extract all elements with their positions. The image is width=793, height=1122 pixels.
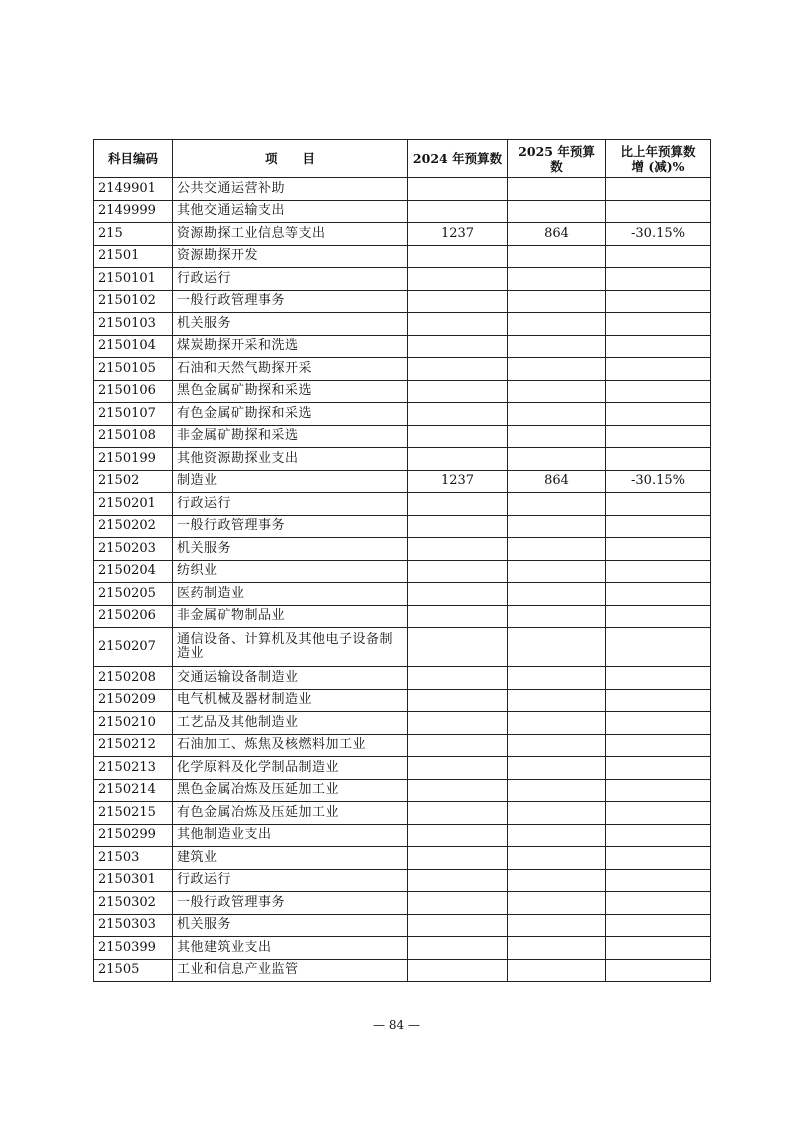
row-code: 2150208: [94, 667, 173, 690]
row-code: 2149999: [94, 200, 173, 223]
row-budget-2024: [408, 200, 508, 223]
row-budget-2024: [408, 403, 508, 426]
row-code: 2150105: [94, 358, 173, 381]
table-row: [94, 538, 711, 561]
table-row: [94, 824, 711, 847]
row-change: [606, 268, 711, 291]
table-row: [94, 448, 711, 471]
row-budget-2025: [508, 178, 606, 201]
row-change: [606, 493, 711, 516]
row-budget-2024: [408, 358, 508, 381]
table-row: [94, 757, 711, 780]
row-code: 2150399: [94, 937, 173, 960]
table-row: [94, 869, 711, 892]
row-budget-2024: [408, 448, 508, 471]
row-budget-2024: 1237: [408, 470, 508, 493]
row-budget-2025: [508, 869, 606, 892]
row-name: 一般行政管理事务: [173, 892, 408, 915]
row-name: 黑色金属冶炼及压延加工业: [173, 779, 408, 802]
table-row: [94, 470, 711, 493]
header-change-line1: 比上年预算数: [620, 143, 696, 159]
row-budget-2025: [508, 313, 606, 336]
row-change: [606, 802, 711, 825]
row-budget-2024: [408, 689, 508, 712]
row-name: 机关服务: [173, 313, 408, 336]
row-name: 其他交通运输支出: [173, 200, 408, 223]
row-budget-2024: [408, 583, 508, 606]
row-budget-2024: [408, 290, 508, 313]
row-budget-2025: 864: [508, 470, 606, 493]
row-budget-2024: [408, 560, 508, 583]
row-name: 资源勘探开发: [173, 245, 408, 268]
row-code: 2150206: [94, 605, 173, 628]
row-budget-2025: [508, 712, 606, 735]
table-row: [94, 667, 711, 690]
row-budget-2025: [508, 358, 606, 381]
row-name: 其他制造业支出: [173, 824, 408, 847]
row-change: [606, 515, 711, 538]
row-name: 建筑业: [173, 847, 408, 870]
row-budget-2025: [508, 779, 606, 802]
row-code: 2150104: [94, 335, 173, 358]
row-change: [606, 869, 711, 892]
table-row: [94, 583, 711, 606]
row-budget-2024: [408, 712, 508, 735]
row-name: 电气机械及器材制造业: [173, 689, 408, 712]
row-budget-2024: [408, 779, 508, 802]
row-name: 有色金属冶炼及压延加工业: [173, 802, 408, 825]
row-budget-2024: [408, 605, 508, 628]
row-budget-2024: [408, 869, 508, 892]
row-change: [606, 734, 711, 757]
row-code: 2150204: [94, 560, 173, 583]
row-budget-2024: [408, 380, 508, 403]
table-row: [94, 712, 711, 735]
row-code: 215: [94, 223, 173, 246]
row-budget-2025: [508, 515, 606, 538]
row-budget-2025: [508, 757, 606, 780]
row-code: 21503: [94, 847, 173, 870]
row-name: 工艺品及其他制造业: [173, 712, 408, 735]
row-name: 其他建筑业支出: [173, 937, 408, 960]
row-code: 21501: [94, 245, 173, 268]
table-row: [94, 515, 711, 538]
row-budget-2025: [508, 380, 606, 403]
row-code: 2150302: [94, 892, 173, 915]
row-budget-2025: [508, 583, 606, 606]
budget-table: [93, 139, 711, 982]
row-change: [606, 583, 711, 606]
row-budget-2024: [408, 538, 508, 561]
row-budget-2025: [508, 200, 606, 223]
row-change: [606, 380, 711, 403]
row-budget-2024: [408, 914, 508, 937]
row-name: 有色金属矿勘探和采选: [173, 403, 408, 426]
row-name: 纺织业: [173, 560, 408, 583]
page-number: — 84 —: [373, 1018, 420, 1032]
row-change: [606, 605, 711, 628]
table-row: [94, 605, 711, 628]
table-row: [94, 689, 711, 712]
row-change: [606, 937, 711, 960]
row-budget-2025: [508, 689, 606, 712]
row-budget-2025: [508, 493, 606, 516]
row-name: 机关服务: [173, 538, 408, 561]
table-row: [94, 223, 711, 246]
row-name: 行政运行: [173, 268, 408, 291]
row-code: 2149901: [94, 178, 173, 201]
row-change: [606, 689, 711, 712]
header-code: 科目编码: [94, 140, 173, 178]
row-code: 21502: [94, 470, 173, 493]
row-code: 2150201: [94, 493, 173, 516]
table-row: [94, 290, 711, 313]
row-budget-2025: [508, 667, 606, 690]
row-budget-2025: [508, 560, 606, 583]
row-budget-2024: [408, 757, 508, 780]
row-change: [606, 290, 711, 313]
header-budget-2024: 2024 年预算数: [408, 140, 508, 178]
row-change: [606, 425, 711, 448]
row-budget-2025: [508, 245, 606, 268]
table-row: [94, 560, 711, 583]
row-change: -30.15%: [606, 470, 711, 493]
row-name: 一般行政管理事务: [173, 515, 408, 538]
row-code: 2150107: [94, 403, 173, 426]
row-name: 制造业: [173, 470, 408, 493]
row-change: [606, 628, 711, 667]
row-change: [606, 245, 711, 268]
row-name: 通信设备、计算机及其他电子设备制造业: [173, 628, 408, 667]
row-code: 21505: [94, 959, 173, 982]
row-budget-2024: [408, 493, 508, 516]
table-row: [94, 268, 711, 291]
row-budget-2025: [508, 448, 606, 471]
row-name: 其他资源勘探业支出: [173, 448, 408, 471]
row-name: 非金属矿物制品业: [173, 605, 408, 628]
row-name: 一般行政管理事务: [173, 290, 408, 313]
row-change: [606, 914, 711, 937]
row-code: 2150214: [94, 779, 173, 802]
row-budget-2025: [508, 847, 606, 870]
row-budget-2025: [508, 959, 606, 982]
row-code: 2150303: [94, 914, 173, 937]
row-budget-2025: [508, 802, 606, 825]
row-name: 工业和信息产业监管: [173, 959, 408, 982]
row-budget-2024: [408, 892, 508, 915]
row-budget-2024: [408, 847, 508, 870]
row-budget-2025: [508, 914, 606, 937]
table-header-row: [94, 140, 711, 178]
row-budget-2024: [408, 667, 508, 690]
row-budget-2024: [408, 959, 508, 982]
table-row: [94, 847, 711, 870]
row-code: 2150210: [94, 712, 173, 735]
row-change: [606, 824, 711, 847]
row-budget-2024: [408, 335, 508, 358]
row-name: 机关服务: [173, 914, 408, 937]
row-change: [606, 757, 711, 780]
table-row: [94, 200, 711, 223]
row-budget-2025: [508, 538, 606, 561]
row-change: [606, 200, 711, 223]
row-budget-2025: [508, 605, 606, 628]
row-budget-2024: [408, 313, 508, 336]
row-name: 非金属矿勘探和采选: [173, 425, 408, 448]
row-change: [606, 892, 711, 915]
row-code: 2150103: [94, 313, 173, 336]
row-code: 2150102: [94, 290, 173, 313]
table-row: [94, 802, 711, 825]
row-budget-2024: [408, 515, 508, 538]
row-budget-2024: [408, 268, 508, 291]
row-change: [606, 313, 711, 336]
table-row: [94, 313, 711, 336]
table-row: [94, 380, 711, 403]
row-budget-2025: [508, 268, 606, 291]
row-code: 2150199: [94, 448, 173, 471]
row-code: 2150212: [94, 734, 173, 757]
header-budget-2025: 2025 年预算数: [508, 140, 606, 178]
row-name: 煤炭勘探开采和洗选: [173, 335, 408, 358]
row-budget-2024: [408, 628, 508, 667]
header-change: [606, 140, 711, 178]
row-budget-2025: [508, 335, 606, 358]
row-code: 2150106: [94, 380, 173, 403]
row-code: 2150205: [94, 583, 173, 606]
row-name: 石油加工、炼焦及核燃料加工业: [173, 734, 408, 757]
row-budget-2025: [508, 937, 606, 960]
row-budget-2025: [508, 892, 606, 915]
row-code: 2150299: [94, 824, 173, 847]
table-row: [94, 335, 711, 358]
row-budget-2025: [508, 403, 606, 426]
row-code: 2150108: [94, 425, 173, 448]
row-budget-2025: [508, 824, 606, 847]
row-budget-2024: [408, 734, 508, 757]
row-name: 行政运行: [173, 869, 408, 892]
row-budget-2024: [408, 937, 508, 960]
row-code: 2150203: [94, 538, 173, 561]
table-row: [94, 245, 711, 268]
table-row: [94, 358, 711, 381]
row-change: [606, 178, 711, 201]
row-budget-2024: [408, 802, 508, 825]
row-change: [606, 335, 711, 358]
row-change: [606, 847, 711, 870]
row-code: 2150301: [94, 869, 173, 892]
row-code: 2150213: [94, 757, 173, 780]
row-name: 医药制造业: [173, 583, 408, 606]
header-item: 项 目: [173, 140, 408, 178]
row-budget-2025: [508, 425, 606, 448]
table-row: [94, 937, 711, 960]
row-name: 交通运输设备制造业: [173, 667, 408, 690]
row-name: 石油和天然气勘探开采: [173, 358, 408, 381]
row-code: 2150101: [94, 268, 173, 291]
row-change: [606, 448, 711, 471]
row-change: -30.15%: [606, 223, 711, 246]
table-row: [94, 425, 711, 448]
table-row: [94, 892, 711, 915]
row-code: 2150202: [94, 515, 173, 538]
row-change: [606, 667, 711, 690]
row-budget-2025: [508, 290, 606, 313]
row-change: [606, 358, 711, 381]
header-change-line2: 增 (减)%: [631, 158, 685, 174]
table-row: [94, 493, 711, 516]
row-change: [606, 779, 711, 802]
table-row: [94, 779, 711, 802]
row-name: 化学原料及化学制品制造业: [173, 757, 408, 780]
table-row: [94, 628, 711, 667]
row-name: 公共交通运营补助: [173, 178, 408, 201]
table-row: [94, 403, 711, 426]
row-budget-2024: [408, 178, 508, 201]
row-change: [606, 538, 711, 561]
row-name: 行政运行: [173, 493, 408, 516]
table-row: [94, 959, 711, 982]
row-code: 2150209: [94, 689, 173, 712]
row-budget-2025: 864: [508, 223, 606, 246]
table-row: [94, 178, 711, 201]
row-name: 资源勘探工业信息等支出: [173, 223, 408, 246]
table-row: [94, 914, 711, 937]
row-code: 2150207: [94, 628, 173, 667]
row-name: 黑色金属矿勘探和采选: [173, 380, 408, 403]
row-budget-2025: [508, 628, 606, 667]
row-change: [606, 403, 711, 426]
row-change: [606, 712, 711, 735]
row-budget-2025: [508, 734, 606, 757]
row-change: [606, 560, 711, 583]
table-row: [94, 734, 711, 757]
row-budget-2024: 1237: [408, 223, 508, 246]
row-code: 2150215: [94, 802, 173, 825]
row-change: [606, 959, 711, 982]
row-budget-2024: [408, 245, 508, 268]
row-budget-2024: [408, 824, 508, 847]
row-budget-2024: [408, 425, 508, 448]
